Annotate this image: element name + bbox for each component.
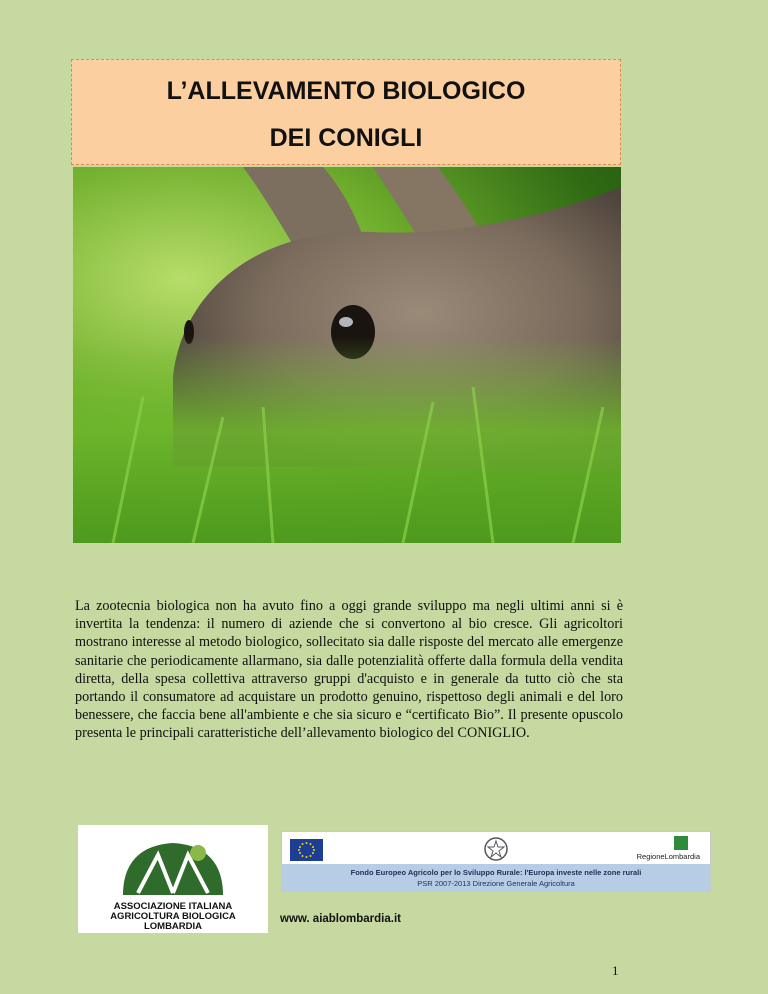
intro-paragraph: La zootecnia biologica non ha avuto fino a oggi grande sviluppo ma negli ultimi anni si è invertita la tendenza: il numero di aziende che si convertono al bio cresce. Gli agricoltori mostrano interesse al metodo biologico, sollecitato sia dalle risposte del mercato alle emergenze sanitarie che periodicamente allarmano, sia dalle potenzialità offerte dalla formula della vendita diretta, della spesa collettiva attraverso gruppi d'acquisto e in generale da tutto ciò che sta portando il consumatore ad acquistare un prodotto genuino, rispettoso degli animali e del loro benessere, che faccia bene all'ambiente e che sia sicuro e “certificato Bio”. Il presente opuscolo presenta le principali caratteristiche dell’allevamento biologico del CONIGLIO. [75, 598, 623, 742]
italian-republic-emblem-icon [483, 836, 509, 862]
rabbit-illustration [73, 167, 621, 543]
regione-lombardia-logo-icon [674, 836, 688, 850]
aiab-logo-text [78, 902, 268, 932]
rabbit-photo [73, 167, 621, 543]
eu-flag-icon [290, 839, 323, 861]
funding-line-1: Fondo Europeo Agricolo per lo Sviluppo Rurale: l'Europa investe nelle zone rurali [350, 868, 642, 877]
aiab-line-3: LOMBARDIA [143, 921, 203, 932]
title-box [71, 59, 621, 165]
aiab-line-2: AGRICOLTURA BIOLOGICA [110, 911, 236, 922]
funding-banner [281, 831, 711, 892]
aiab-emblem-icon [78, 825, 268, 901]
aiab-logo [78, 825, 268, 933]
website-link[interactable]: www. aiablombardia.it [280, 913, 401, 925]
aiab-line-1: ASSOCIAZIONE ITALIANA [113, 901, 233, 912]
title-line-2: DEI CONIGLI [269, 124, 423, 152]
funding-line-2: PSR 2007-2013 Direzione Generale Agricoltura [417, 879, 575, 888]
regione-lombardia-label: RegioneLombardia [636, 852, 700, 861]
title-line-1: L’ALLEVAMENTO BIOLOGICO [166, 77, 526, 105]
page-number: 1 [612, 963, 619, 978]
funding-strip [282, 864, 710, 892]
